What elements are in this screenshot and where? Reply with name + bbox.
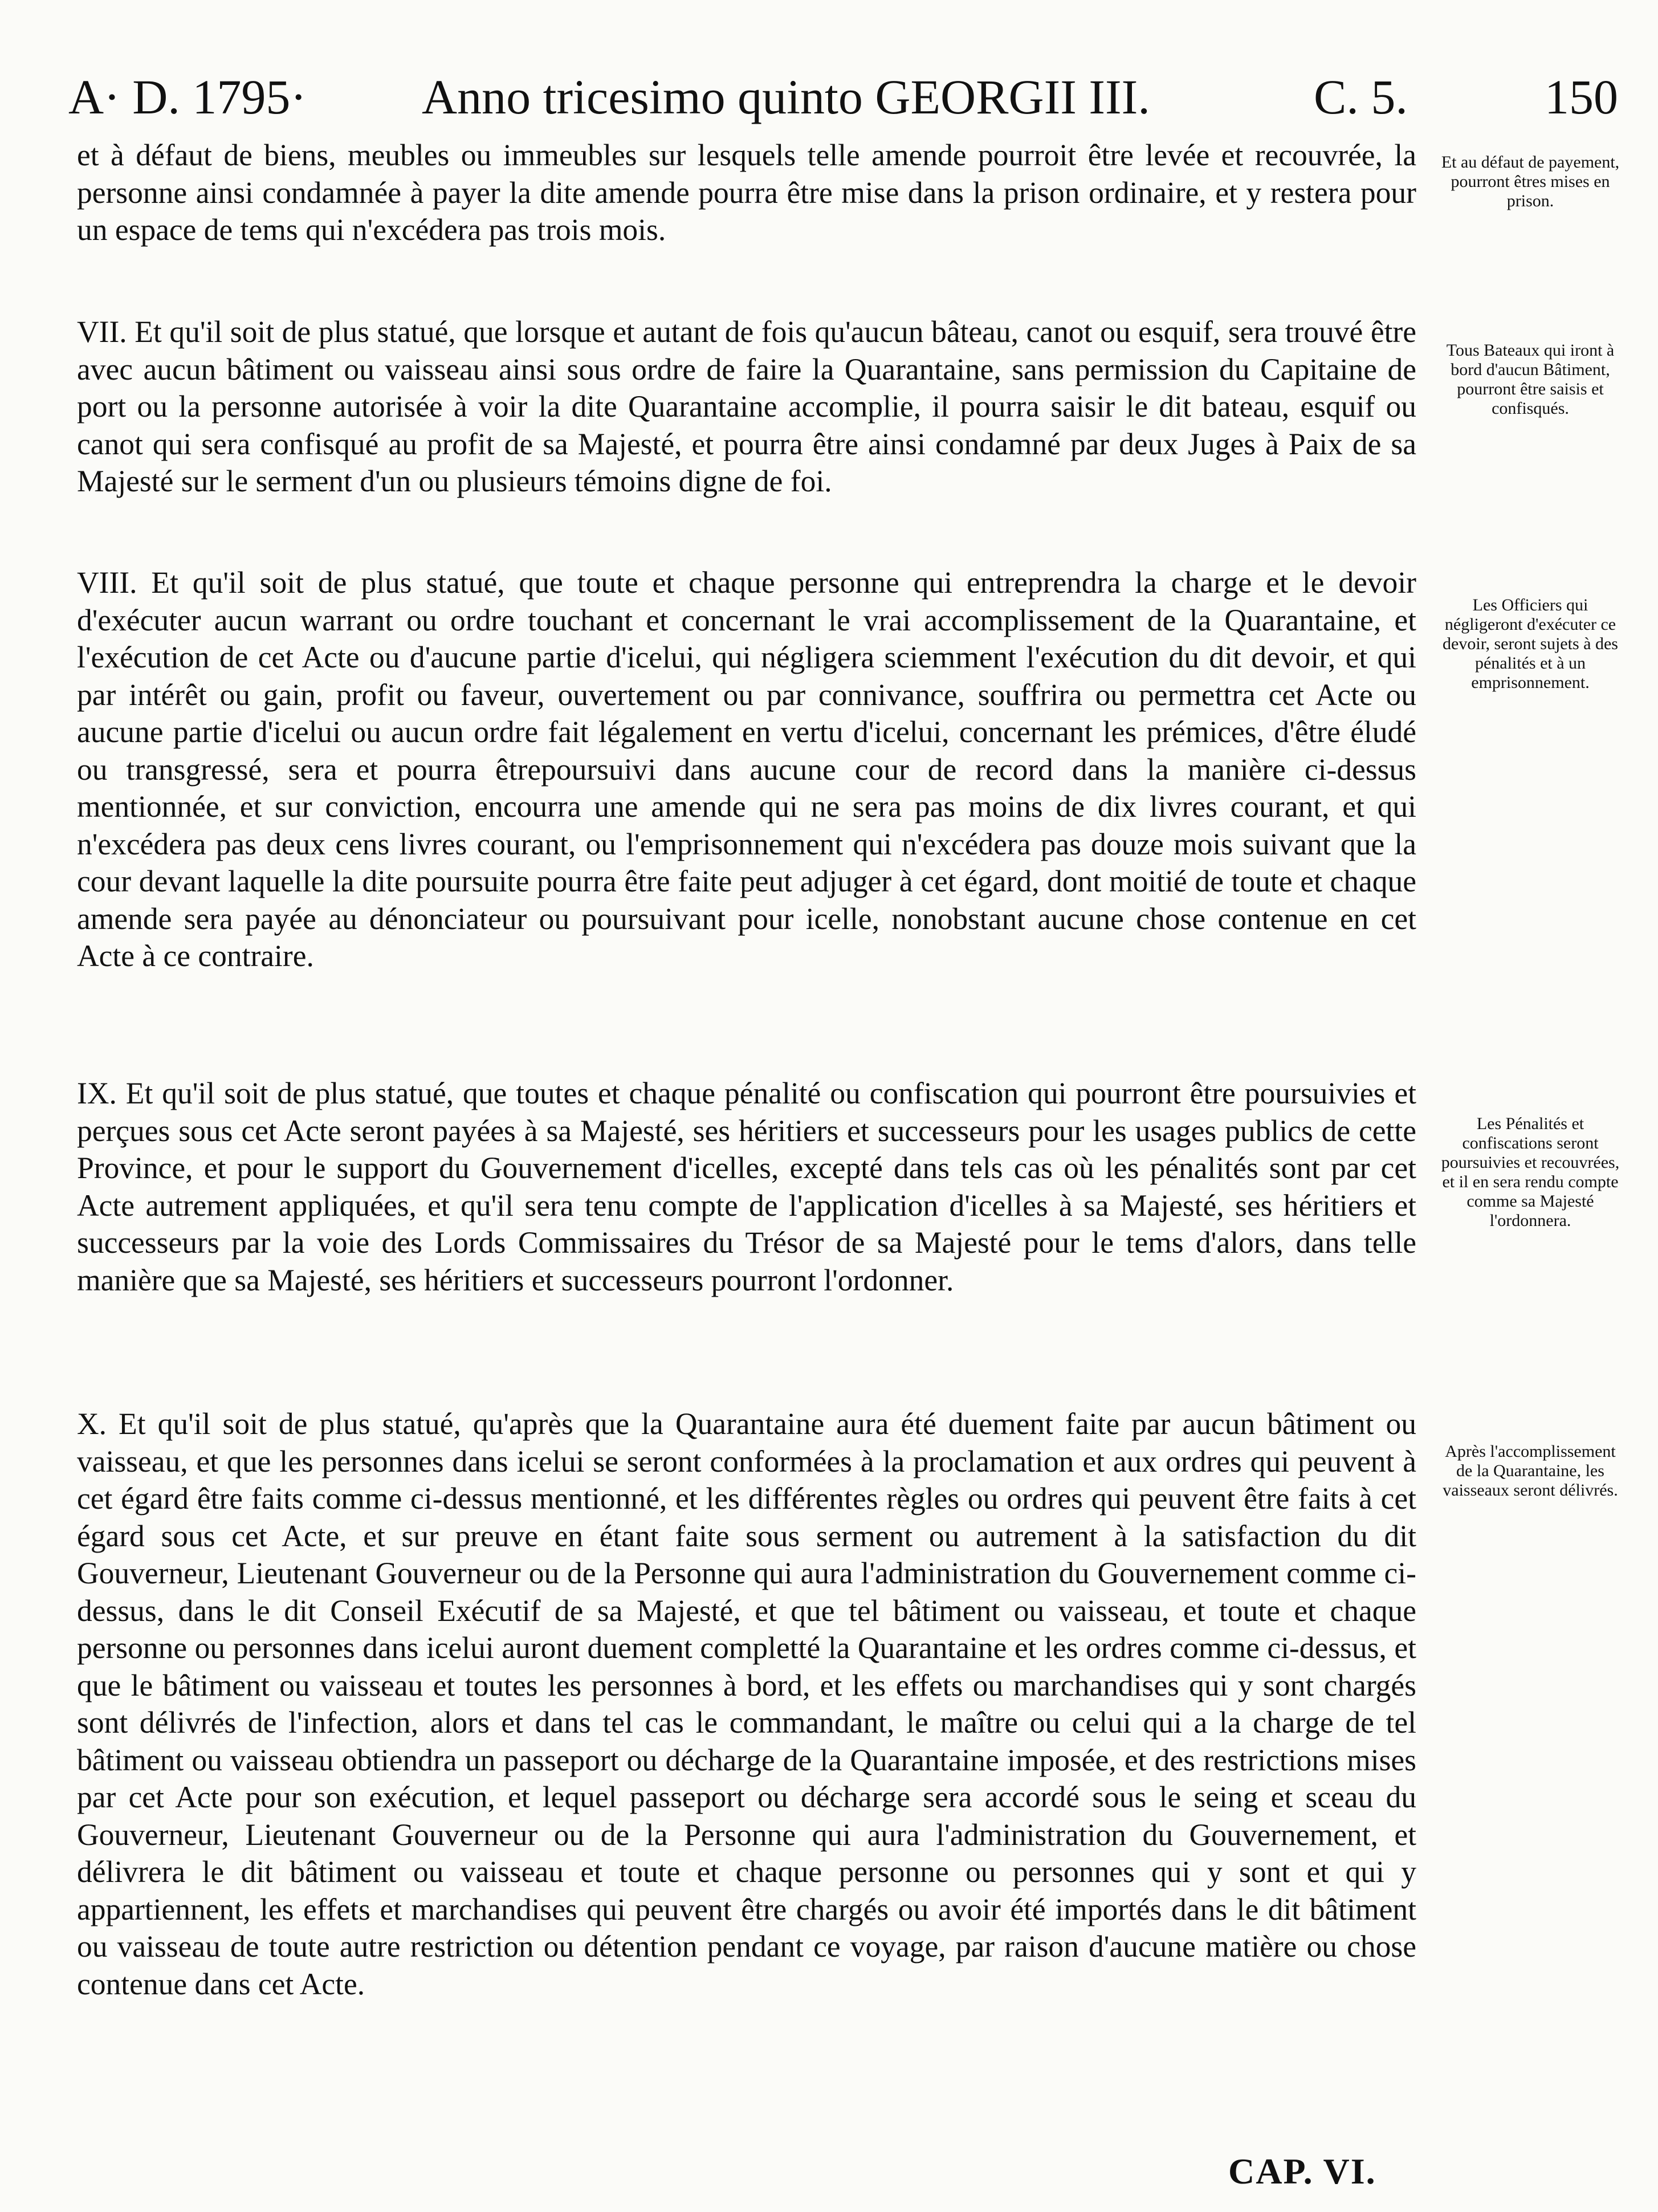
- page-number: 150: [1545, 70, 1618, 124]
- header-chapter: C. 5.: [1314, 70, 1408, 124]
- margin-note-boats: Tous Bateaux qui iront à bord d'aucun Bâtiment, pourront être saisis et confisqués.: [1446, 341, 1615, 418]
- statute-body: [77, 137, 1416, 2150]
- margin-note-prison: Et au défaut de payement, pourront êtres mises en prison.: [1441, 153, 1620, 210]
- header-year: A· D. 1795·: [68, 70, 307, 124]
- paragraph-section-ix: IX. Et qu'il soit de plus statué, que toutes et chaque pénalité ou confiscation qui pourront être poursuivies et perçues sous cet Acte seront payées à sa Majesté, ses héritiers et successeurs pour les usages publics de cette Province, et pour le support du Gouvernement d'icelles, excepté dans tels cas où les pénalités sont par cet Acte autrement appliquées, et qu'il sera tenu compte de l'application d'icelles à sa Majesté, ses héritiers et successeurs par la voie des Lords Commissaires du Trésor de sa Majesté pour le tems d'alors, dans telle manière que sa Majesté, ses héritiers et successeurs pourront l'ordonner.: [77, 1076, 1416, 1297]
- running-header: [68, 63, 1619, 131]
- paragraph-continuation: et à défaut de biens, meubles ou immeubles sur lesquels telle amende pourroit être levée et recouvrée, la personne ainsi condamnée à payer la dite amende pourra être mise dans la prison ordinaire, et y restera pour un espace de tems qui n'excédera pas trois mois.: [77, 138, 1416, 247]
- paragraph-section-vii: VII. Et qu'il soit de plus statué, que lorsque et autant de fois qu'aucun bâteau, canot ou esquif, sera trouvé être avec aucun bâtiment ou vaisseau ainsi sous ordre de faire la Quarantaine, sans permission du Capitaine de port ou la personne autorisée à voir la dite Quarantaine accomplie, il pourra saisir le dit bateau, esquif ou canot qui sera confisqué au profit de sa Majesté, et pourra être ainsi condamné par deux Juges à Paix de sa Majesté sur le serment d'un ou plusieurs témoins digne de foi.: [77, 315, 1416, 498]
- catchword: CAP. VI.: [1228, 2151, 1376, 2191]
- margin-note-quarantine: Après l'accomplissement de la Quarantaine, les vaisseaux seront délivrés.: [1443, 1442, 1618, 1500]
- margin-note-officers: Les Officiers qui négligeront d'exécuter ce devoir, seront sujets à des pénalités et à un emprisonnement.: [1443, 596, 1618, 692]
- paragraph-section-x: X. Et qu'il soit de plus statué, qu'après que la Quarantaine aura été duement faite par aucun bâtiment ou vaisseau, et que les personnes dans icelui se seront conformées à la proclamation et aux ordres qui peuvent à cet égard être faits comme ci-dessus mentionné, et les différentes règles ou ordres qui peuvent être faits à cet égard sous cet Acte, et sur preuve en étant faite sous serment ou autrement à la satisfaction du dit Gouverneur, Lieutenant Gouverneur ou de la Personne qui aura l'administration du Gouvernement comme ci-dessus, dans le dit Conseil Exécutif de sa Majesté, et que tel bâtiment ou vaisseau, et toute et chaque personne ou personnes dans icelui auront duement completté la Quarantaine et les ordres comme ci-dessus, et que le bâtiment ou vaisseau et toutes les personnes à bord, et les effets ou marchandises qui y sont chargés sont délivrés de l'infection, alors et dans tel cas le commandant, le maître ou celui qui a la charge de tel bâtiment ou vaisseau obtiendra un passeport ou décharge de la Quarantaine imposée, et des restrictions mises par cet Acte pour son exécution, et lequel passeport ou décharge sera accordé sous le seing et sceau du Gouverneur, Lieutenant Gouverneur ou de la Personne qui aura l'administration du Gouvernement, et délivrera le dit bâtiment ou vaisseau et toute et chaque personne ou personnes qui y sont et qui y appartiennent, les effets et marchandises qui peuvent être chargés ou avoir été importés dans le dit bâtiment ou vaisseau de toute autre restriction ou détention pendant ce voyage, par raison d'aucune matière ou chose contenue dans cet Acte.: [77, 1407, 1416, 2001]
- paragraph-section-viii: VIII. Et qu'il soit de plus statué, que toute et chaque personne qui entreprendra la charge et le devoir d'exécuter aucun warrant ou ordre touchant et concernant le vrai accomplissement de la Quarantaine, et l'exécution de cet Acte ou d'aucune partie d'icelui, qui négligera sciemment l'exécution du dit devoir, et qui par intérêt ou gain, profit ou faveur, ouvertement ou par connivance, souffrira ou permettra cet Acte ou aucune partie d'icelui ou aucun ordre fait légalement en vertu d'icelui, concernant les prémices, d'être éludé ou transgressé, sera et pourra êtrepoursuivi dans aucune cour de record dans la manière ci-dessus mentionnée, et sur conviction, encourra une amende qui ne sera pas moins de dix livres courant, et qui n'excédera pas deux cens livres courant, ou l'emprisonnement qui n'excédera pas douze mois suivant que la cour devant laquelle la dite poursuite pourra être faite peut adjuger à cet égard, dont moitié de toute et chaque amende sera payée au dénonciateur ou poursuivant pour icelle, nonobstant aucune chose contenue en cet Acte à ce contraire.: [77, 565, 1416, 973]
- margin-note-penalties: Les Pénalités et confiscations seront poursuivies et recouvrées, et il en sera rendu compte comme sa Majesté l'ordonnera.: [1441, 1114, 1620, 1230]
- header-title: Anno tricesimo quinto GEORGII III.: [422, 70, 1150, 124]
